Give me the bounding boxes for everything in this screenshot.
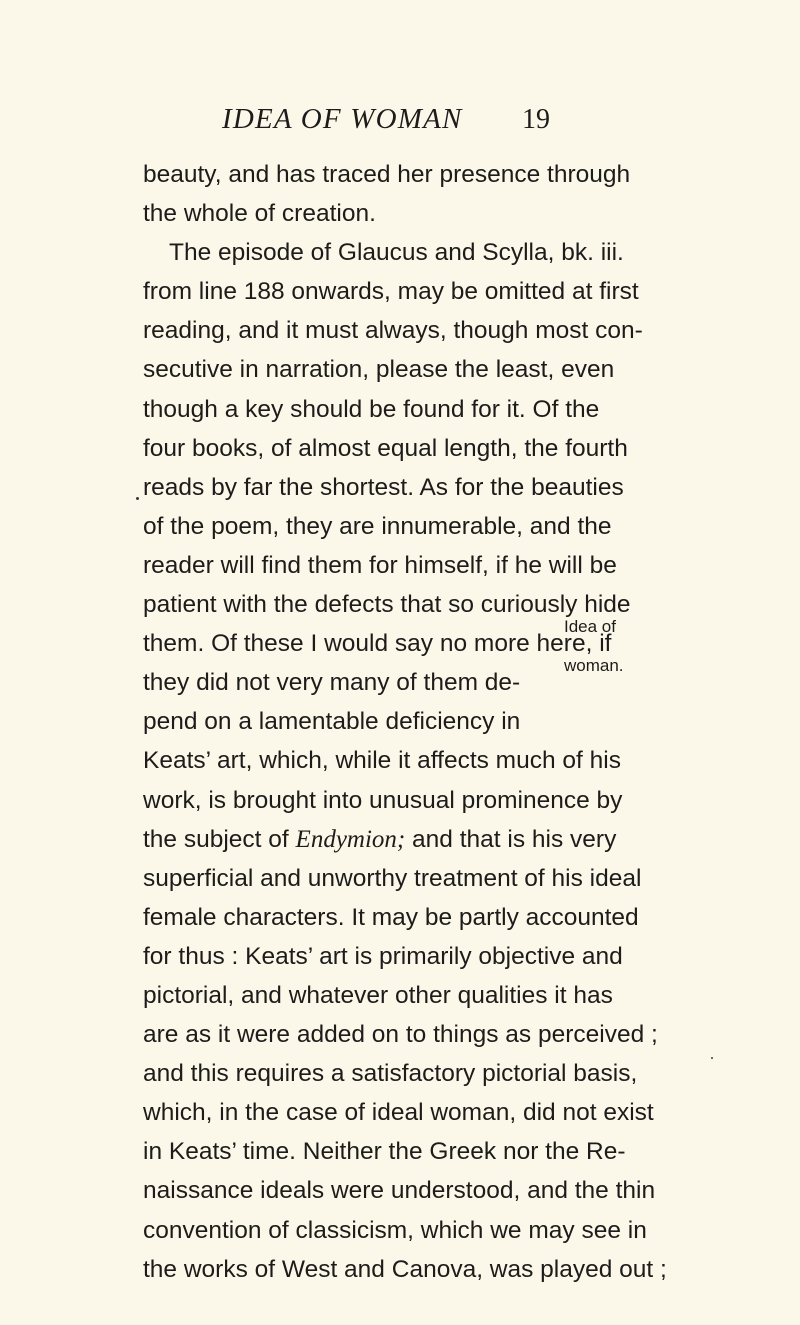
- text-line: though a key should be found for it. Of the: [143, 395, 600, 423]
- text-line: for thus : Keats’ art is primarily objective and: [143, 942, 623, 970]
- italic-title: Endymion;: [295, 825, 406, 853]
- ink-speck: [711, 1057, 713, 1059]
- text-line: secutive in narration, please the least, even: [143, 356, 615, 384]
- ink-speck: [136, 497, 139, 500]
- margin-note: [564, 607, 624, 685]
- text-line: naissance ideals were understood, and the thin: [143, 1177, 656, 1205]
- text-line: the whole of creation.: [143, 200, 376, 228]
- text-segment: the subject of: [143, 825, 296, 853]
- text-line: from line 188 onwards, may be omitted at first: [143, 278, 639, 306]
- text-segment: and that is his very: [405, 825, 617, 853]
- text-line: and this requires a satisfactory pictorial basis,: [143, 1060, 638, 1088]
- text-line: the works of West and Canova, was played out ;: [143, 1255, 667, 1283]
- text-line: pend on a lamentable deficiency in: [143, 708, 521, 736]
- body-text: [143, 155, 800, 1289]
- text-line: patient with the defects that so curiously hide: [143, 591, 631, 619]
- text-line: female characters. It may be partly accounted: [143, 903, 639, 931]
- text-line: of the poem, they are innumerable, and the: [143, 512, 612, 540]
- text-line: work, is brought into unusual prominence by: [143, 786, 623, 814]
- text-line: reads by far the shortest. As for the beauties: [143, 473, 624, 501]
- text-line: pictorial, and whatever other qualities it has: [143, 981, 613, 1009]
- text-line: The episode of Glaucus and Scylla, bk. iii.: [169, 239, 624, 267]
- text-line: they did not very many of them de-: [143, 669, 521, 697]
- text-line: reading, and it must always, though most con-: [143, 317, 643, 345]
- running-title: IDEA OF WOMAN: [222, 103, 463, 135]
- page-number: 19: [522, 104, 550, 135]
- running-head: [0, 103, 800, 143]
- text-line: are as it were added on to things as perceived ;: [143, 1021, 658, 1049]
- text-line: Keats’ art, which, while it affects much of his: [143, 747, 621, 775]
- text-line: [143, 820, 800, 859]
- margin-note-line: Idea of: [564, 617, 616, 636]
- text-line: beauty, and has traced her presence through: [143, 161, 631, 188]
- margin-note-line: woman.: [564, 656, 624, 675]
- text-line: four books, of almost equal length, the fourth: [143, 434, 628, 462]
- text-line: in Keats’ time. Neither the Greek nor the Re-: [143, 1138, 626, 1166]
- text-line: convention of classicism, which we may see in: [143, 1216, 647, 1244]
- text-line: superficial and unworthy treatment of his ideal: [143, 864, 642, 892]
- text-line: reader will find them for himself, if he will be: [143, 551, 617, 579]
- text-line: which, in the case of ideal woman, did not exist: [143, 1099, 654, 1127]
- text-line: them. Of these I would say no more here, if: [143, 630, 612, 658]
